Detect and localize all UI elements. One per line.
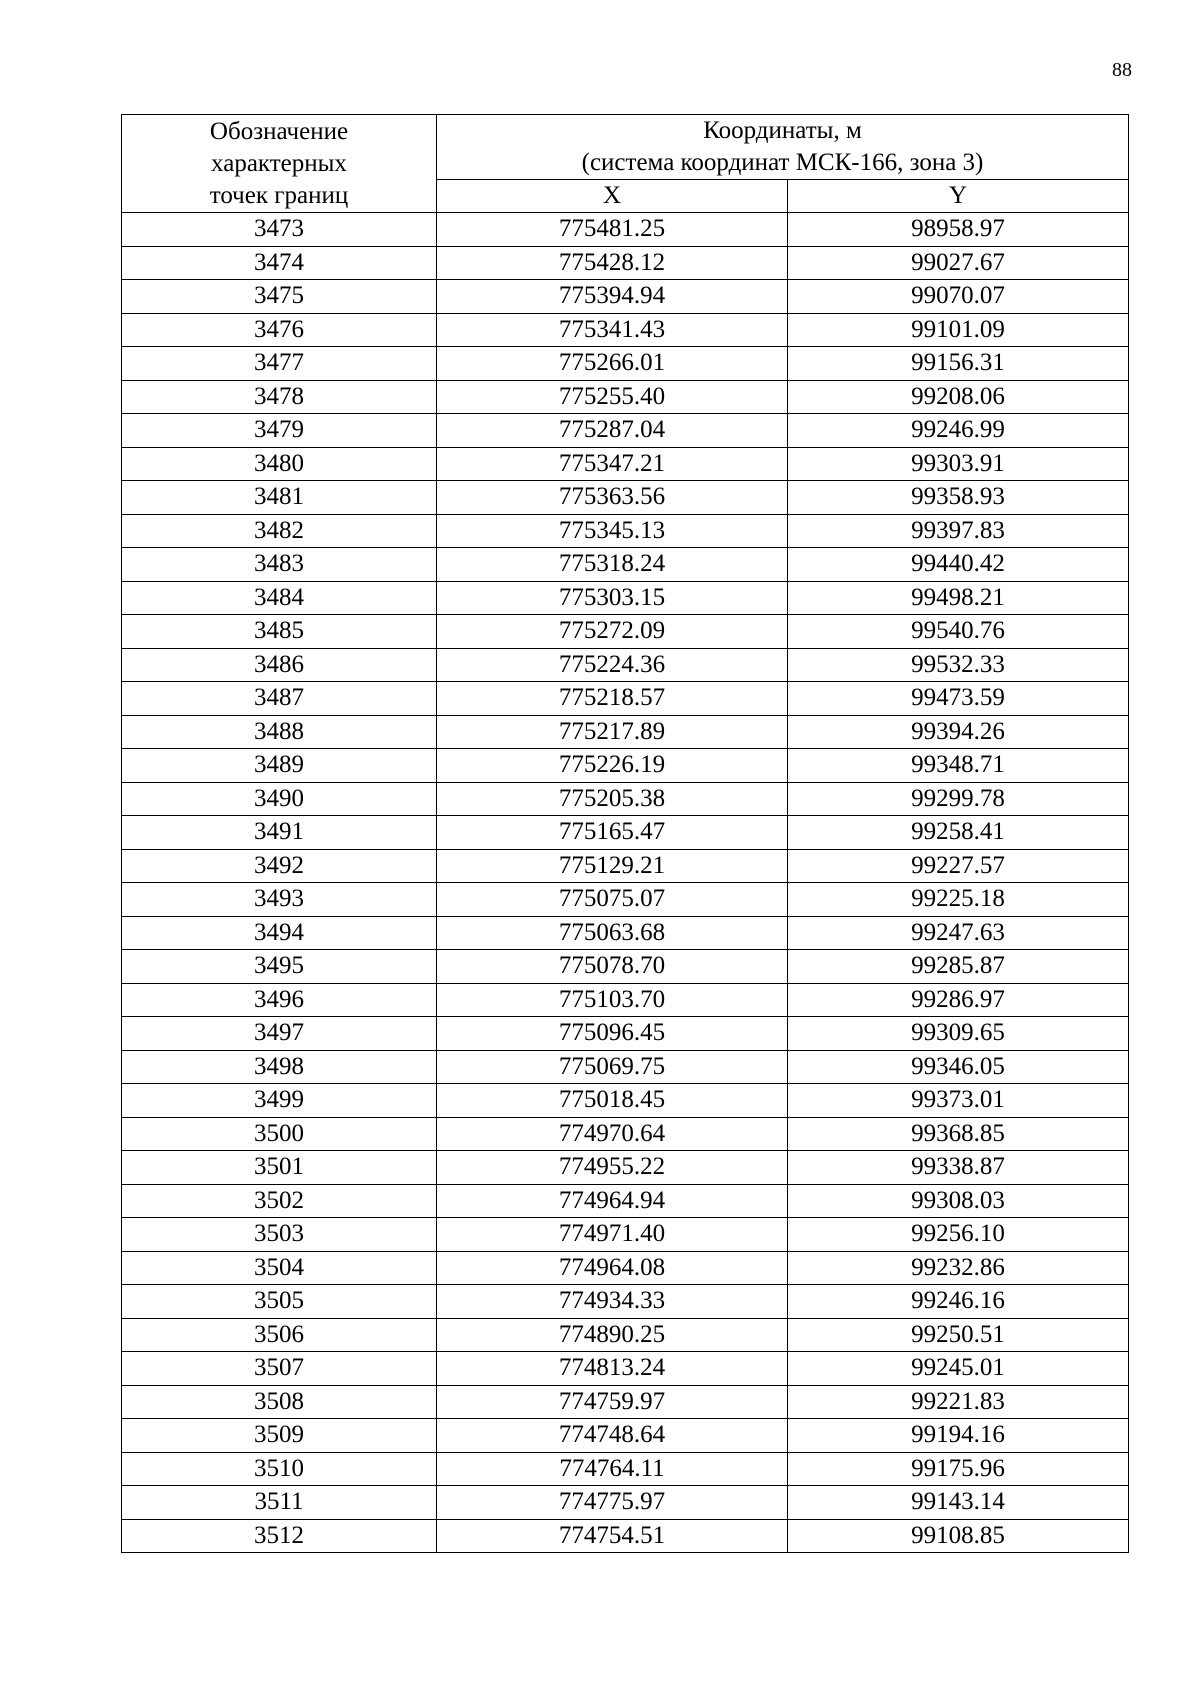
y-coordinate-cell: 99368.85 bbox=[788, 1117, 1129, 1151]
table-row bbox=[122, 983, 1129, 1017]
point-id-cell: 3489 bbox=[122, 749, 437, 783]
y-coordinate-cell: 99245.01 bbox=[788, 1352, 1129, 1386]
x-coordinate-cell: 774754.51 bbox=[437, 1519, 788, 1553]
point-id-cell: 3498 bbox=[122, 1050, 437, 1084]
table-row bbox=[122, 682, 1129, 716]
coordinates-header bbox=[437, 115, 1129, 180]
table-row bbox=[122, 782, 1129, 816]
x-coordinate-cell: 774813.24 bbox=[437, 1352, 788, 1386]
x-coordinate-cell: 775318.24 bbox=[437, 548, 788, 582]
y-coordinate-cell: 99250.51 bbox=[788, 1318, 1129, 1352]
x-coordinate-cell: 775287.04 bbox=[437, 414, 788, 448]
x-coordinate-cell: 775224.36 bbox=[437, 648, 788, 682]
point-id-cell: 3486 bbox=[122, 648, 437, 682]
x-coordinate-cell: 775218.57 bbox=[437, 682, 788, 716]
x-coordinate-cell: 775096.45 bbox=[437, 1017, 788, 1051]
table-row bbox=[122, 1017, 1129, 1051]
point-id-cell: 3488 bbox=[122, 715, 437, 749]
table-row bbox=[122, 1285, 1129, 1319]
x-coordinate-cell: 775205.38 bbox=[437, 782, 788, 816]
y-coordinate-cell: 99394.26 bbox=[788, 715, 1129, 749]
table-body bbox=[122, 213, 1129, 1553]
table-header bbox=[122, 115, 1129, 213]
y-coordinate-cell: 99358.93 bbox=[788, 481, 1129, 515]
y-coordinate-cell: 99246.16 bbox=[788, 1285, 1129, 1319]
point-id-cell: 3493 bbox=[122, 883, 437, 917]
x-coordinate-cell: 774759.97 bbox=[437, 1385, 788, 1419]
point-id-cell: 3503 bbox=[122, 1218, 437, 1252]
table-row bbox=[122, 715, 1129, 749]
x-coordinate-cell: 775217.89 bbox=[437, 715, 788, 749]
point-id-cell: 3509 bbox=[122, 1419, 437, 1453]
point-id-cell: 3500 bbox=[122, 1117, 437, 1151]
y-coordinate-cell: 99258.41 bbox=[788, 816, 1129, 850]
point-id-cell: 3480 bbox=[122, 447, 437, 481]
y-coordinate-cell: 99373.01 bbox=[788, 1084, 1129, 1118]
y-coordinate-cell: 99247.63 bbox=[788, 916, 1129, 950]
x-coordinate-cell: 775165.47 bbox=[437, 816, 788, 850]
point-id-cell: 3510 bbox=[122, 1452, 437, 1486]
table-row bbox=[122, 1452, 1129, 1486]
table-row bbox=[122, 1385, 1129, 1419]
y-coordinate-cell: 99070.07 bbox=[788, 280, 1129, 314]
point-id-cell: 3494 bbox=[122, 916, 437, 950]
table-row bbox=[122, 548, 1129, 582]
x-coordinate-cell: 775078.70 bbox=[437, 950, 788, 984]
table-row bbox=[122, 1419, 1129, 1453]
y-coordinate-cell: 99532.33 bbox=[788, 648, 1129, 682]
point-id-cell: 3497 bbox=[122, 1017, 437, 1051]
y-coordinate-cell: 99338.87 bbox=[788, 1151, 1129, 1185]
table-row bbox=[122, 916, 1129, 950]
point-header-line-2: характерных bbox=[211, 149, 347, 177]
x-coordinate-cell: 775345.13 bbox=[437, 514, 788, 548]
table-row bbox=[122, 246, 1129, 280]
table-row bbox=[122, 1352, 1129, 1386]
y-coordinate-cell: 99108.85 bbox=[788, 1519, 1129, 1553]
y-coordinate-cell: 99208.06 bbox=[788, 380, 1129, 414]
table-row bbox=[122, 1151, 1129, 1185]
point-id-cell: 3481 bbox=[122, 481, 437, 515]
point-id-cell: 3479 bbox=[122, 414, 437, 448]
point-id-cell: 3496 bbox=[122, 983, 437, 1017]
y-coordinate-cell: 99027.67 bbox=[788, 246, 1129, 280]
table-row bbox=[122, 816, 1129, 850]
x-coordinate-cell: 774748.64 bbox=[437, 1419, 788, 1453]
table-row bbox=[122, 1519, 1129, 1553]
x-coordinate-cell: 775103.70 bbox=[437, 983, 788, 1017]
table-row bbox=[122, 280, 1129, 314]
point-id-cell: 3506 bbox=[122, 1318, 437, 1352]
y-coordinate-cell: 99309.65 bbox=[788, 1017, 1129, 1051]
y-coordinate-cell: 99175.96 bbox=[788, 1452, 1129, 1486]
coords-header-line-1: Координаты, м bbox=[703, 117, 862, 144]
point-id-cell: 3478 bbox=[122, 380, 437, 414]
y-coordinate-cell: 99101.09 bbox=[788, 313, 1129, 347]
point-id-cell: 3476 bbox=[122, 313, 437, 347]
y-coordinate-cell: 99286.97 bbox=[788, 983, 1129, 1017]
point-id-cell: 3474 bbox=[122, 246, 437, 280]
table-row bbox=[122, 514, 1129, 548]
point-id-cell: 3491 bbox=[122, 816, 437, 850]
y-coordinate-cell: 99308.03 bbox=[788, 1184, 1129, 1218]
point-id-cell: 3507 bbox=[122, 1352, 437, 1386]
x-coordinate-cell: 775075.07 bbox=[437, 883, 788, 917]
y-coordinate-cell: 99473.59 bbox=[788, 682, 1129, 716]
x-coordinate-cell: 774890.25 bbox=[437, 1318, 788, 1352]
y-coordinate-cell: 99256.10 bbox=[788, 1218, 1129, 1252]
table-row bbox=[122, 1117, 1129, 1151]
x-coordinate-cell: 774764.11 bbox=[437, 1452, 788, 1486]
table-row bbox=[122, 883, 1129, 917]
y-coordinate-cell: 99440.42 bbox=[788, 548, 1129, 582]
table-row bbox=[122, 481, 1129, 515]
y-coordinate-cell: 99221.83 bbox=[788, 1385, 1129, 1419]
x-coordinate-cell: 775272.09 bbox=[437, 615, 788, 649]
table-row bbox=[122, 581, 1129, 615]
point-header-line-1: Обозначение bbox=[209, 117, 349, 145]
x-coordinate-cell: 774955.22 bbox=[437, 1151, 788, 1185]
table-row bbox=[122, 380, 1129, 414]
x-coordinate-cell: 775266.01 bbox=[437, 347, 788, 381]
y-coordinate-cell: 99225.18 bbox=[788, 883, 1129, 917]
x-coordinate-cell: 775069.75 bbox=[437, 1050, 788, 1084]
x-coordinate-cell: 775347.21 bbox=[437, 447, 788, 481]
x-coordinate-cell: 775363.56 bbox=[437, 481, 788, 515]
point-id-cell: 3490 bbox=[122, 782, 437, 816]
table-row bbox=[122, 749, 1129, 783]
x-coordinate-cell: 774970.64 bbox=[437, 1117, 788, 1151]
table-row bbox=[122, 1084, 1129, 1118]
x-coordinate-cell: 775481.25 bbox=[437, 213, 788, 247]
point-header-line-3: точек границ bbox=[209, 181, 349, 209]
point-id-cell: 3475 bbox=[122, 280, 437, 314]
y-coordinate-cell: 99299.78 bbox=[788, 782, 1129, 816]
table-row bbox=[122, 313, 1129, 347]
point-id-cell: 3511 bbox=[122, 1486, 437, 1520]
coords-header-line-2: (система координат МСК-166, зона 3) bbox=[581, 149, 984, 176]
point-id-cell: 3485 bbox=[122, 615, 437, 649]
x-coordinate-cell: 774934.33 bbox=[437, 1285, 788, 1319]
table-row bbox=[122, 447, 1129, 481]
point-id-cell: 3502 bbox=[122, 1184, 437, 1218]
page-number: 88 bbox=[1112, 59, 1132, 81]
table-row bbox=[122, 1218, 1129, 1252]
y-coordinate-cell: 99194.16 bbox=[788, 1419, 1129, 1453]
y-coordinate-cell: 99227.57 bbox=[788, 849, 1129, 883]
table-row bbox=[122, 213, 1129, 247]
y-coordinate-cell: 99156.31 bbox=[788, 347, 1129, 381]
y-coordinate-cell: 99348.71 bbox=[788, 749, 1129, 783]
x-coordinate-cell: 774775.97 bbox=[437, 1486, 788, 1520]
coordinates-table bbox=[121, 114, 1129, 1553]
point-id-cell: 3487 bbox=[122, 682, 437, 716]
table-row bbox=[122, 1251, 1129, 1285]
y-coordinate-cell: 99143.14 bbox=[788, 1486, 1129, 1520]
y-coordinate-cell: 99498.21 bbox=[788, 581, 1129, 615]
x-coordinate-cell: 774964.94 bbox=[437, 1184, 788, 1218]
x-coordinate-cell: 774971.40 bbox=[437, 1218, 788, 1252]
x-coordinate-cell: 775063.68 bbox=[437, 916, 788, 950]
point-designation-header bbox=[122, 115, 437, 213]
x-coordinate-cell: 775394.94 bbox=[437, 280, 788, 314]
y-coordinate-cell: 99540.76 bbox=[788, 615, 1129, 649]
table-row bbox=[122, 1050, 1129, 1084]
point-id-cell: 3495 bbox=[122, 950, 437, 984]
table-row bbox=[122, 1184, 1129, 1218]
y-coordinate-cell: 99303.91 bbox=[788, 447, 1129, 481]
x-coordinate-cell: 775129.21 bbox=[437, 849, 788, 883]
y-coordinate-cell: 99232.86 bbox=[788, 1251, 1129, 1285]
point-id-cell: 3501 bbox=[122, 1151, 437, 1185]
x-coordinate-cell: 775303.15 bbox=[437, 581, 788, 615]
table-row bbox=[122, 950, 1129, 984]
point-id-cell: 3504 bbox=[122, 1251, 437, 1285]
x-coordinate-cell: 775428.12 bbox=[437, 246, 788, 280]
point-id-cell: 3492 bbox=[122, 849, 437, 883]
table-row bbox=[122, 615, 1129, 649]
y-coordinate-cell: 99246.99 bbox=[788, 414, 1129, 448]
table-row bbox=[122, 414, 1129, 448]
point-id-cell: 3483 bbox=[122, 548, 437, 582]
y-column-header: Y bbox=[788, 180, 1129, 213]
point-id-cell: 3508 bbox=[122, 1385, 437, 1419]
point-id-cell: 3484 bbox=[122, 581, 437, 615]
x-coordinate-cell: 775341.43 bbox=[437, 313, 788, 347]
table-row bbox=[122, 849, 1129, 883]
table-row bbox=[122, 1486, 1129, 1520]
x-coordinate-cell: 775226.19 bbox=[437, 749, 788, 783]
table-row bbox=[122, 648, 1129, 682]
x-coordinate-cell: 774964.08 bbox=[437, 1251, 788, 1285]
y-coordinate-cell: 99285.87 bbox=[788, 950, 1129, 984]
point-id-cell: 3505 bbox=[122, 1285, 437, 1319]
x-column-header: X bbox=[437, 180, 788, 213]
y-coordinate-cell: 99346.05 bbox=[788, 1050, 1129, 1084]
table-row bbox=[122, 1318, 1129, 1352]
x-coordinate-cell: 775255.40 bbox=[437, 380, 788, 414]
y-coordinate-cell: 98958.97 bbox=[788, 213, 1129, 247]
table-row bbox=[122, 347, 1129, 381]
x-coordinate-cell: 775018.45 bbox=[437, 1084, 788, 1118]
point-id-cell: 3482 bbox=[122, 514, 437, 548]
y-coordinate-cell: 99397.83 bbox=[788, 514, 1129, 548]
point-id-cell: 3473 bbox=[122, 213, 437, 247]
point-id-cell: 3499 bbox=[122, 1084, 437, 1118]
point-id-cell: 3512 bbox=[122, 1519, 437, 1553]
point-id-cell: 3477 bbox=[122, 347, 437, 381]
